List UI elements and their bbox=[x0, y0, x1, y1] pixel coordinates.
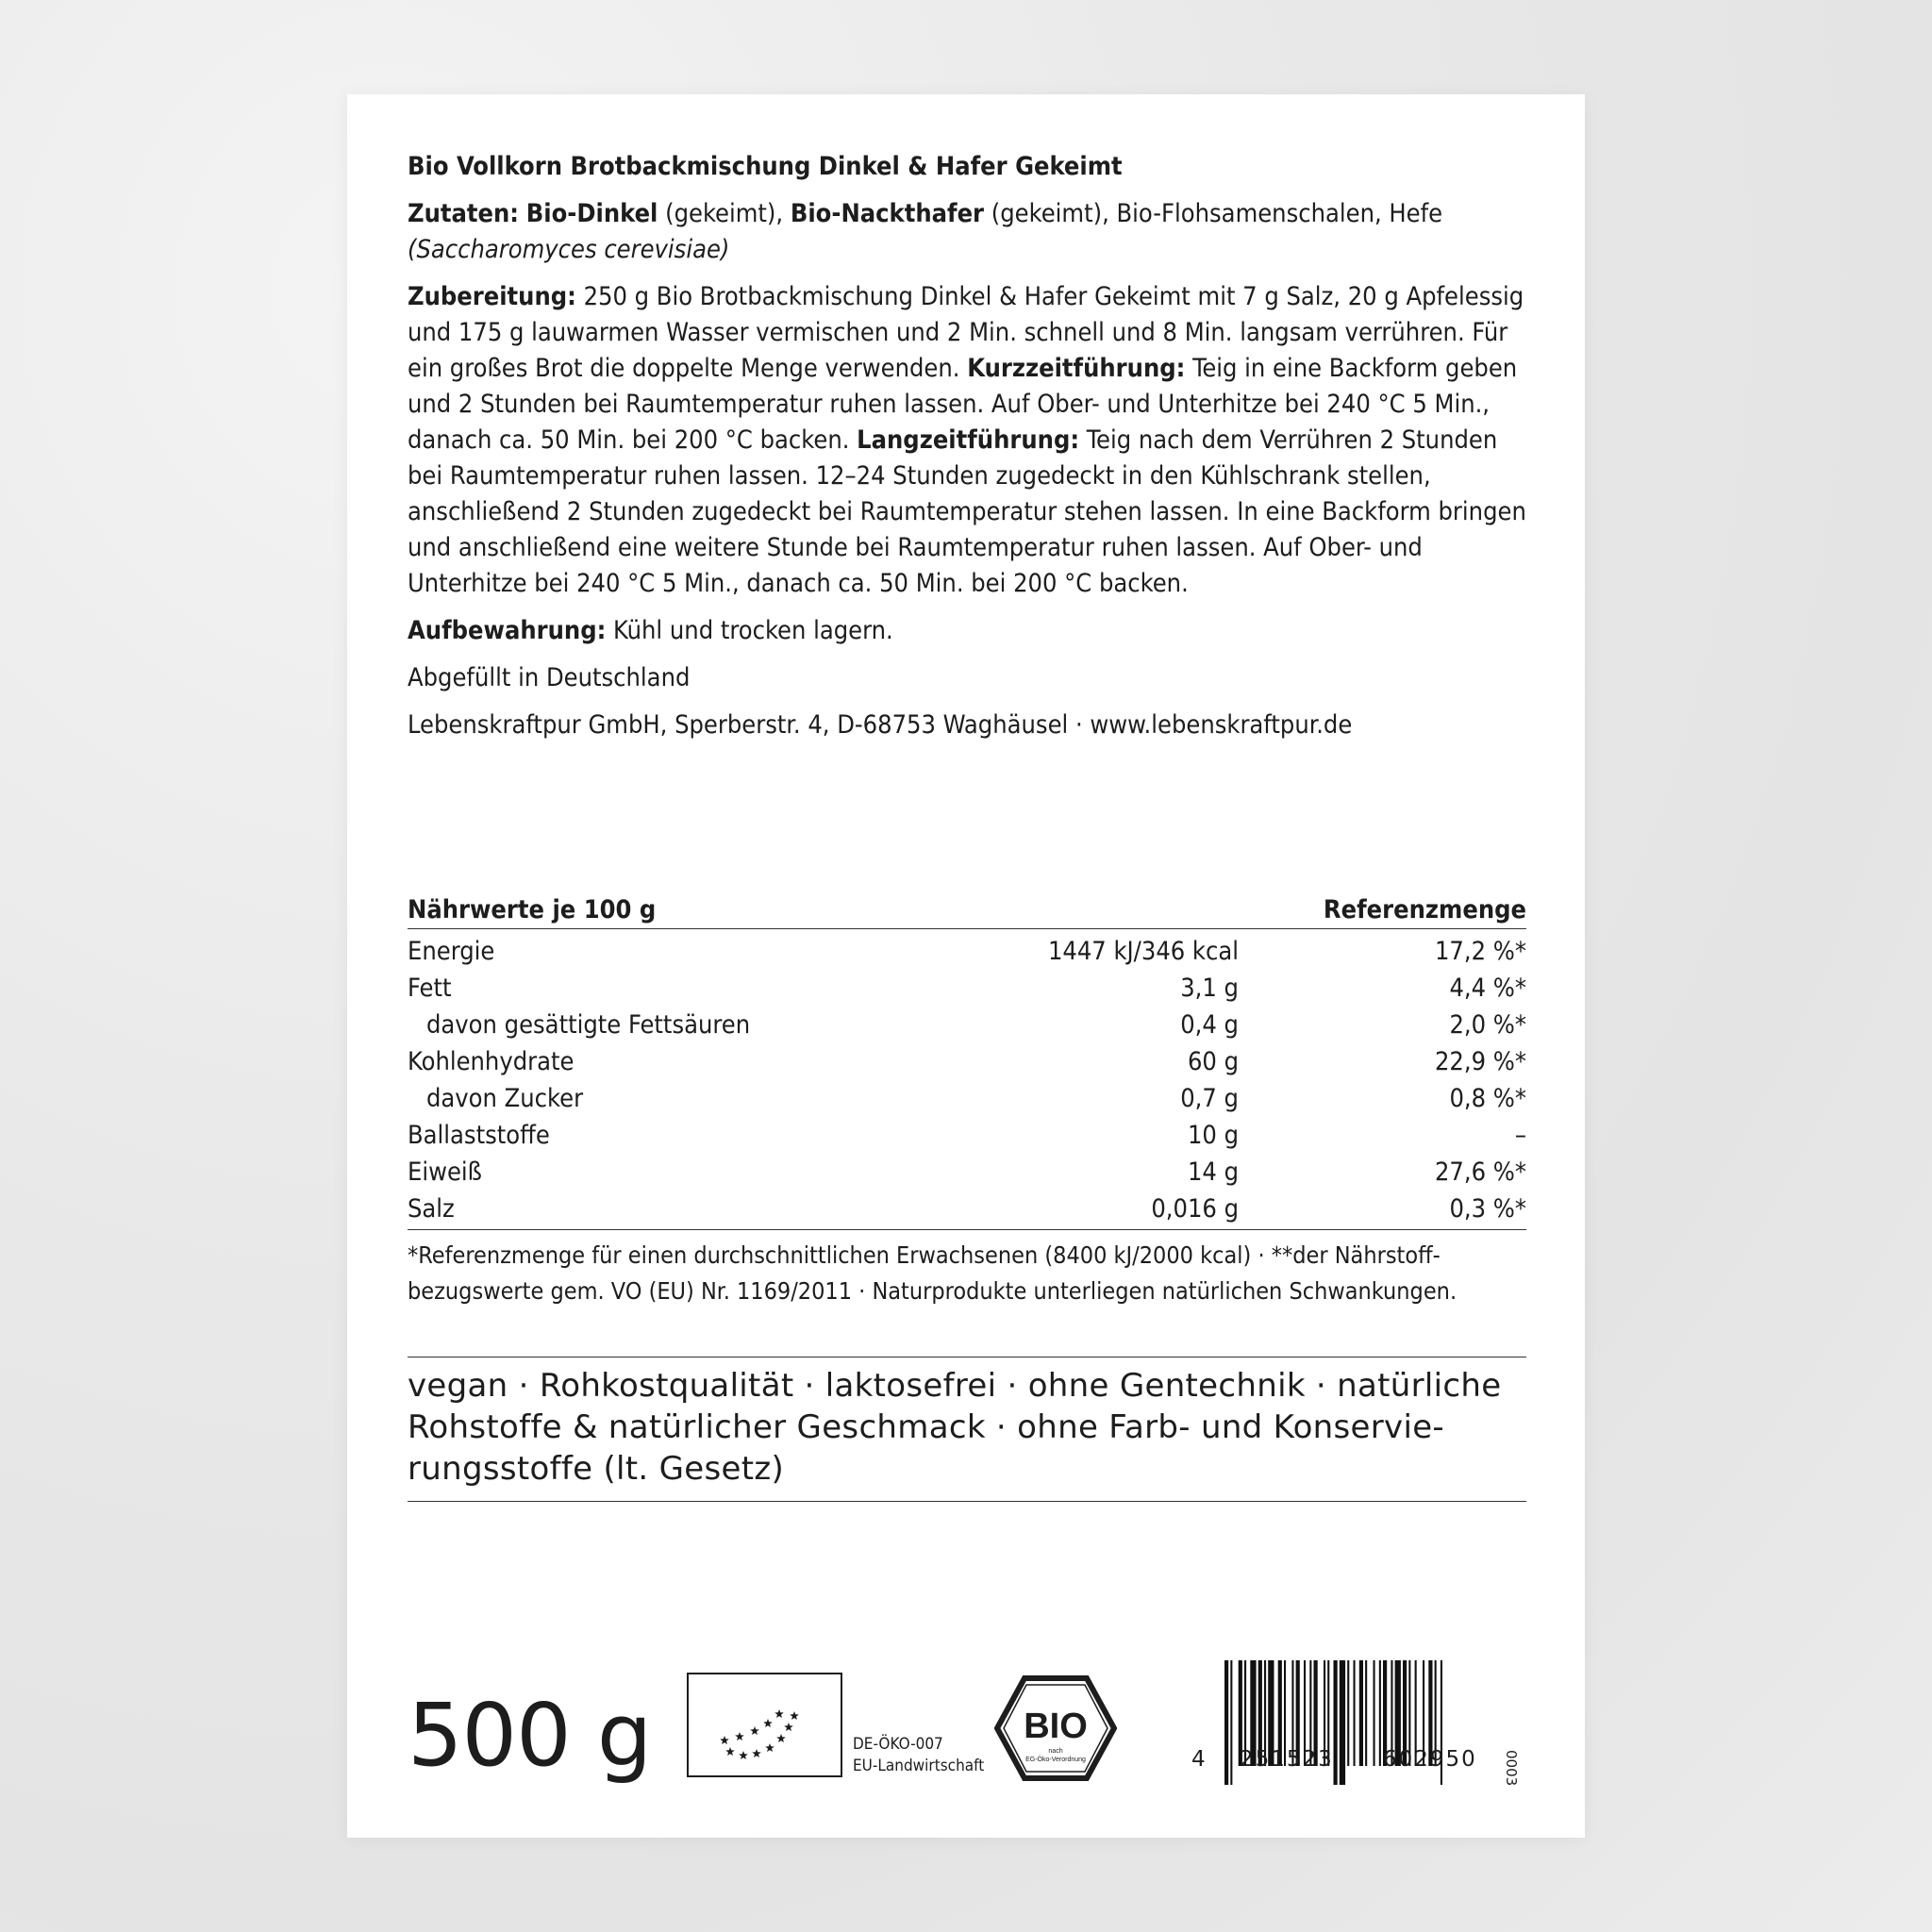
label-text-block bbox=[408, 149, 1530, 755]
eu-star-icon bbox=[752, 1749, 761, 1757]
nutrition-rows bbox=[408, 929, 1526, 1230]
product-title: Bio Vollkorn Brotbackmischung Dinkel & Hafer Gekeimt bbox=[408, 152, 1123, 181]
eu-star-icon bbox=[739, 1751, 748, 1759]
nutrient-amount: 0,4 g bbox=[1180, 1010, 1239, 1040]
bio-seal-word: BIO bbox=[1024, 1707, 1088, 1746]
eu-star-icon bbox=[735, 1732, 744, 1740]
barcode-bar bbox=[1365, 1660, 1367, 1766]
table-row bbox=[408, 970, 1526, 1007]
ingredient-1: Bio-Dinkel bbox=[525, 199, 658, 228]
eu-star-icon bbox=[725, 1747, 735, 1756]
nutrition-header bbox=[408, 883, 1526, 929]
eu-star-icon bbox=[763, 1719, 773, 1727]
nutrient-name: davon Zucker bbox=[426, 1084, 584, 1113]
eu-star-icon bbox=[790, 1711, 799, 1720]
eu-star-icon bbox=[776, 1734, 786, 1742]
barcode-bar bbox=[1224, 1660, 1228, 1785]
table-row bbox=[408, 1043, 1526, 1080]
table-row bbox=[408, 1007, 1526, 1043]
preparation bbox=[408, 279, 1530, 602]
barcode-bar bbox=[1347, 1660, 1349, 1766]
eu-control-code bbox=[853, 1734, 984, 1777]
nutrient-ref: 17,2 %* bbox=[1434, 937, 1526, 966]
eu-organic-logo-icon bbox=[687, 1673, 842, 1777]
storage bbox=[408, 613, 1530, 649]
bio-seal-icon bbox=[994, 1675, 1117, 1781]
barcode-side-number: 0003 bbox=[1503, 1750, 1520, 1787]
table-row bbox=[408, 1080, 1526, 1117]
ingredients bbox=[408, 196, 1530, 268]
table-row bbox=[408, 1154, 1526, 1191]
nutrient-amount: 60 g bbox=[1187, 1047, 1239, 1076]
barcode-bar bbox=[1334, 1660, 1338, 1785]
eu-code-line-1: DE-ÖKO-007 bbox=[853, 1735, 943, 1754]
ingredient-2: Bio-Nackthafer bbox=[790, 199, 985, 228]
nutrient-ref: 27,6 %* bbox=[1434, 1158, 1526, 1187]
barcode-bar bbox=[1359, 1660, 1363, 1766]
nutrient-ref: 4,4 %* bbox=[1449, 974, 1526, 1003]
barcode-bar bbox=[1354, 1660, 1356, 1766]
nutrient-name: Energie bbox=[408, 937, 495, 966]
nutrient-name: davon gesättigte Fettsäuren bbox=[426, 1010, 751, 1040]
product-claims: vegan · Rohkostqualität · laktosefrei · ohne Gentechnik · natürliche Rohstoffe & natürlicher Geschmack · ohne Farb- und Konservierungsstoffe (lt. Gesetz) bbox=[408, 1357, 1526, 1502]
storage-label: Aufbewahrung: bbox=[408, 616, 607, 645]
product-label bbox=[347, 94, 1585, 1838]
nutrient-name: Kohlenhydrate bbox=[408, 1047, 575, 1076]
nutrition-table bbox=[408, 883, 1526, 1309]
nutrient-name: Fett bbox=[408, 974, 452, 1003]
nutrition-header-right: Referenzmenge bbox=[1323, 895, 1526, 924]
barcode-bar bbox=[1379, 1660, 1381, 1766]
eu-star-icon bbox=[765, 1743, 774, 1752]
nutrient-amount: 14 g bbox=[1187, 1158, 1239, 1187]
ingredients-label: Zutaten: bbox=[408, 199, 520, 228]
bio-seal-sub-1: nach bbox=[1048, 1748, 1063, 1755]
barcode-digit-first: 4 bbox=[1191, 1747, 1206, 1772]
preparation-label: Zubereitung: bbox=[408, 282, 576, 311]
barcode-bar bbox=[1374, 1660, 1375, 1766]
eu-leaf-stars-icon bbox=[689, 1674, 841, 1775]
manufacturer: Lebenskraftpur GmbH, Sperberstr. 4, D-68753 Waghäusel · www.lebenskraftpur.de bbox=[408, 710, 1353, 740]
nutrient-amount: 1447 kJ/346 kcal bbox=[1047, 937, 1239, 966]
nutrient-ref: – bbox=[1514, 1121, 1526, 1150]
storage-text: Kühl und trocken lagern. bbox=[606, 616, 893, 645]
nutrient-name: Salz bbox=[408, 1194, 455, 1224]
eu-code-line-2: EU-Landwirtschaft bbox=[853, 1757, 985, 1775]
preparation-text-2: Teig in eine Backform geben und 2 Stunden bei Raumtemperatur ruhen lassen. Auf Ober- und Unterhitze bei 240 °C 5 Min., danach ca. 50 Min. bei 200 °C backen. bbox=[408, 354, 1518, 455]
table-row bbox=[408, 933, 1526, 970]
ingredient-rest: (gekeimt), Bio-Flohsamenschalen, Hefe bbox=[984, 199, 1443, 228]
nutrient-name: Ballaststoffe bbox=[408, 1121, 550, 1150]
ingredient-1-note: (gekeimt), bbox=[658, 199, 791, 228]
eu-star-icon bbox=[750, 1726, 759, 1735]
nutrient-ref: 0,8 %* bbox=[1449, 1084, 1526, 1113]
eu-star-icon bbox=[720, 1736, 729, 1744]
nutrient-amount: 0,7 g bbox=[1180, 1084, 1239, 1113]
nutrient-amount: 3,1 g bbox=[1180, 974, 1239, 1003]
barcode-group-2: 602950 bbox=[1383, 1747, 1477, 1772]
nutrient-ref: 0,3 %* bbox=[1449, 1194, 1526, 1224]
nutrient-amount: 0,016 g bbox=[1151, 1194, 1239, 1224]
barcode-icon bbox=[1215, 1660, 1526, 1792]
bio-seal-sub-2: EG-Öko-Verordnung bbox=[1025, 1757, 1086, 1763]
nutrition-header-left: Nährwerte je 100 g bbox=[408, 895, 657, 924]
origin: Abgefüllt in Deutschland bbox=[408, 663, 691, 692]
barcode-bar bbox=[1340, 1660, 1345, 1785]
eu-star-icon bbox=[784, 1723, 793, 1731]
eu-star-icon bbox=[774, 1709, 784, 1718]
nutrient-name: Eiweiß bbox=[408, 1158, 482, 1187]
barcode-group-1: 251523 bbox=[1240, 1747, 1334, 1772]
preparation-text-3: Teig nach dem Verrühren 2 Stunden bei Raumtemperatur ruhen lassen. 12–24 Stunden zugedeckt in den Kühlschrank stellen, anschließend 2 Stunden zugedeckt bei Raumtemperatur stehen lassen. In eine Backform bringen und anschließend eine weitere Stunde bei Raumtemperatur ruhen lassen. Auf Ober- und Unterhitze bei 240 °C 5 Min., danach ca. 50 Min. bei 200 °C backen. bbox=[408, 425, 1526, 598]
nutrient-ref: 2,0 %* bbox=[1449, 1010, 1526, 1040]
nutrient-ref: 22,9 %* bbox=[1434, 1047, 1526, 1076]
barcode-bar bbox=[1230, 1660, 1232, 1785]
short-method-label: Kurzzeitführung: bbox=[967, 354, 1186, 383]
nutrition-footnote: *Referenzmenge für einen durchschnittlichen Erwachsenen (8400 kJ/2000 kcal) · **der Nährstoffbezugswerte gem. VO (EU) Nr. 1169/2011 · Naturprodukte unterliegen natürlichen Schwankungen. bbox=[408, 1241, 1457, 1305]
preparation-text-1: 250 g Bio Brotbackmischung Dinkel & Hafer Gekeimt mit 7 g Salz, 20 g Apfelessig und 175 g lauwarmen Wasser vermischen und 2 Min. schnell und 8 Min. langsam verrühren. Für ein großes Brot die doppelte Menge verwenden. bbox=[408, 282, 1524, 383]
nutrient-amount: 10 g bbox=[1187, 1121, 1239, 1150]
long-method-label: Langzeitführung: bbox=[857, 425, 1080, 455]
table-row bbox=[408, 1117, 1526, 1154]
table-row bbox=[408, 1191, 1526, 1227]
net-weight: 500 g bbox=[408, 1685, 652, 1786]
ingredient-yeast-latin: (Saccharomyces cerevisiae) bbox=[408, 235, 730, 264]
